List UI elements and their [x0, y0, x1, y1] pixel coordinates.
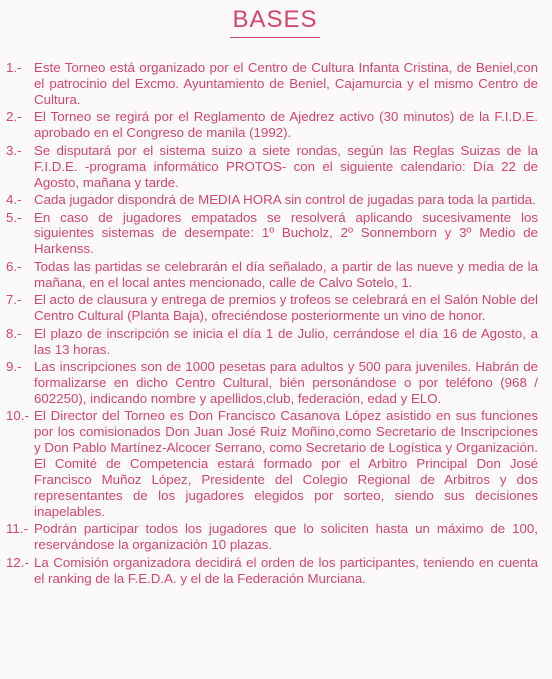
rule-text: Las inscripciones son de 1000 pesetas para adultos y 500 para juveniles. Habrán de formalizarse en dicho Centro Cultural, bién personándose o por teléfono (968 / 602250), indicando nombre y apellidos,club, federación, edad y ELO. — [34, 359, 538, 406]
rule-number: 4.- — [6, 192, 22, 208]
page-title: BASES — [230, 6, 319, 38]
rule-item — [6, 210, 538, 258]
rule-number: 6.- — [6, 258, 22, 274]
rule-text: El Torneo se regirá por el Reglamento de Ajedrez activo (30 minutos) de la F.I.D.E. aprobado en el Congreso de manila (1992). — [34, 109, 538, 141]
rule-item — [6, 359, 538, 407]
rule-text: La Comisión organizadora decidirá el orden de los participantes, teniendo en cuenta el ranking de la F.E.D.A. y el de la Federación Murciana. — [34, 554, 538, 586]
rule-text: Se disputará por el sistema suizo a siete rondas, según las Reglas Suizas de la F.I.D.E. -programa informático PROTOS- con el siguiente calendario: Día 22 de Agosto, mañana y tarde. — [34, 142, 538, 190]
rule-text: Podrán participar todos los jugadores que lo soliciten hasta un máximo de 100, reservándose la organización 10 plazas. — [34, 521, 538, 553]
rule-text: Todas las partidas se celebrarán el día señalado, a partir de las nueve y media de la mañana, en el local antes mencionado, calle de Calvo Sotelo, 1. — [34, 258, 538, 290]
rule-item — [6, 521, 538, 553]
rule-number: 11.- — [6, 521, 28, 537]
rule-item — [6, 259, 538, 291]
rule-item — [6, 555, 538, 587]
rule-number: 10.- — [6, 408, 29, 424]
rule-text: El plazo de inscripción se inicia el día 1 de Julio, cerrándose el día 16 de Agosto, a las 13 horas. — [34, 325, 538, 357]
rule-number: 7.- — [6, 292, 22, 308]
rule-number: 9.- — [6, 359, 22, 375]
rule-item — [6, 192, 538, 208]
title-container — [6, 6, 538, 38]
rule-text: En caso de jugadores empatados se resolverá aplicando sucesivamente los siguientes sistemas de desempate: 1º Bucholz, 2º Sonnemborn y 3º Medio de Harkenss. — [34, 209, 538, 257]
rule-text: Este Torneo está organizado por el Centro de Cultura Infanta Cristina, de Beniel,con el patrocinio del Excmo. Ayuntamiento de Beniel, Cajamurcia y el mismo Centro de Cultura. — [34, 60, 538, 107]
rule-item — [6, 60, 538, 108]
rule-number: 3.- — [6, 142, 22, 158]
rule-number: 8.- — [6, 325, 22, 341]
rule-item — [6, 109, 538, 141]
rule-text: El Director del Torneo es Don Francisco Casanova López asistido en sus funciones por los comisionados Don Juan José Ruiz Moñino,como Secretario de Inscripciones y Don Pablo Martínez-Alcocer Serrano, como Secretario de Logística y Organización. El Comité de Competencia estará formado por el Arbitro Principal Don José Francisco Muñoz López, Presidente del Colegio Regional de Arbitros y dos representantes de los jugadores elegidos por sorteo, siendo sus decisiones inapelables. — [34, 408, 538, 519]
rule-item — [6, 408, 538, 519]
rule-text: El acto de clausura y entrega de premios y trofeos se celebrará en el Salón Noble del Centro Cultural (Planta Baja), ofreciéndose posteriormente un vino de honor. — [34, 292, 538, 324]
rule-item — [6, 326, 538, 358]
rule-item — [6, 143, 538, 191]
rule-number: 2.- — [6, 109, 22, 125]
rule-item — [6, 292, 538, 324]
rule-number: 12.- — [6, 554, 29, 570]
rule-text: Cada jugador dispondrá de MEDIA HORA sin control de jugadas para toda la partida. — [34, 192, 536, 208]
rule-number: 1.- — [6, 60, 22, 75]
rules-list — [6, 60, 538, 587]
rule-number: 5.- — [6, 209, 22, 225]
